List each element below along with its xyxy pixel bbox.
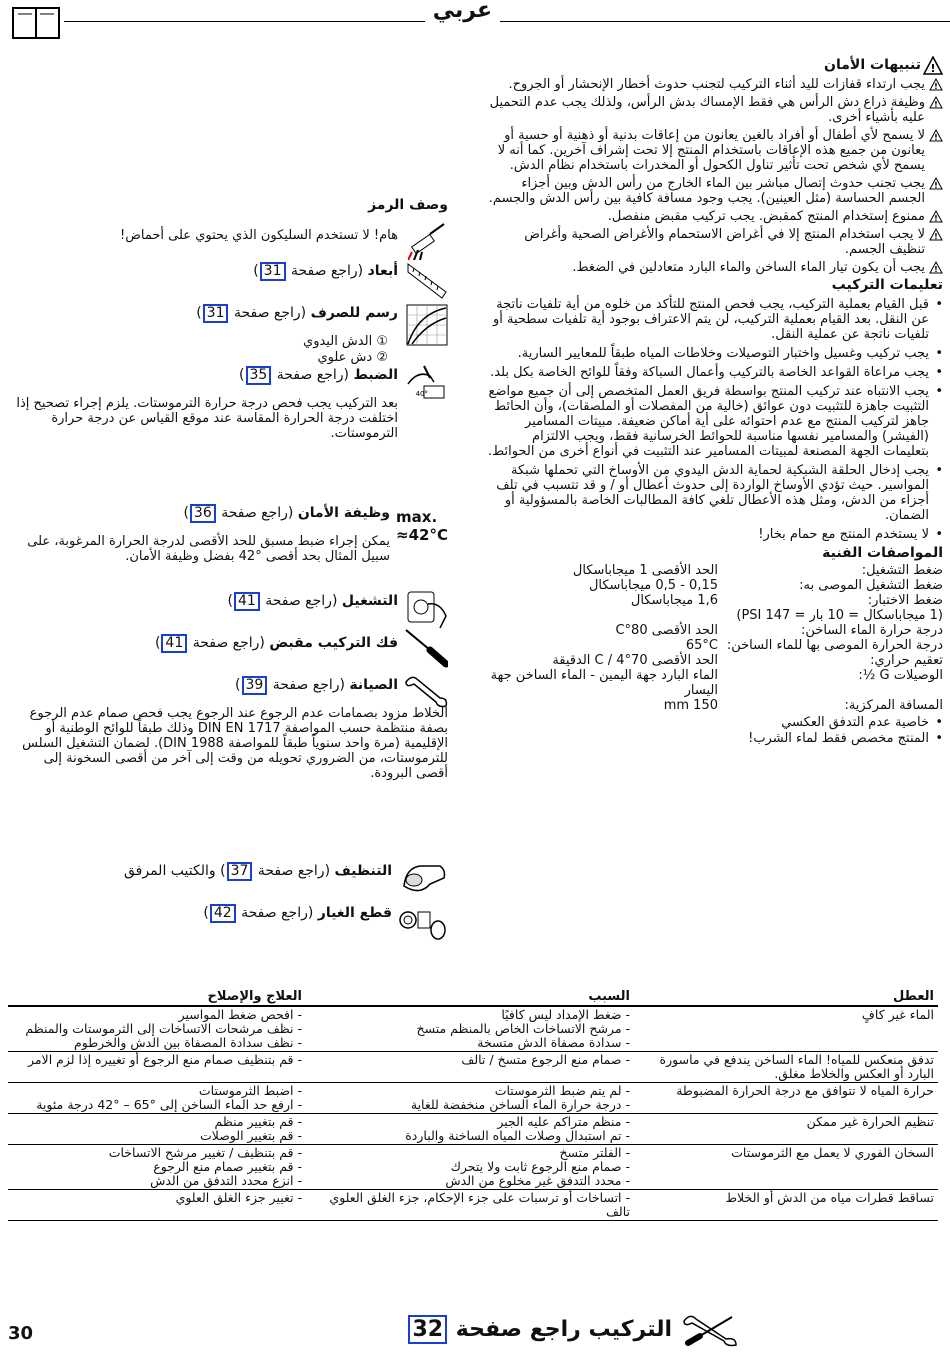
install-title: تعليمات التركيب <box>831 277 943 293</box>
maintenance-close: ) <box>235 677 241 693</box>
spec-value: الماء البارد جهة اليمين - الماء الساخن جهة اليسار <box>490 668 718 698</box>
warning-icon <box>929 78 943 91</box>
install-list <box>488 297 943 542</box>
remedy-cell <box>8 1083 306 1114</box>
safety-item-text: يجب ارتداء قفازات لليد أثناء التركيب لتجنب حدوث أخطار الإنحشار أو الجروح. <box>508 77 925 92</box>
svg-text:!: ! <box>934 100 938 109</box>
svg-text:!: ! <box>934 181 938 190</box>
dimensions-close: ) <box>253 263 259 279</box>
max-temp: ≈42°C <box>396 526 448 544</box>
spec-label: المسافة المركزية: <box>844 698 943 713</box>
safety-item <box>488 260 943 275</box>
spare-parts-icon <box>398 900 448 944</box>
cause-cell <box>306 1083 634 1114</box>
dimensions-ref-text: (راجع صفحة <box>290 263 364 279</box>
table-row <box>8 1052 938 1083</box>
fault-cell: تدفق منعكس للمياه! الماء الساخن يندفع في ماسورة البارد أو العكس والخلاط مغلق. <box>634 1052 938 1083</box>
svg-text:!: ! <box>934 232 938 241</box>
spare-close: ) <box>203 905 209 921</box>
dimensions-ref <box>253 262 398 281</box>
safety-func-label: وظيفة الأمان <box>297 505 390 521</box>
cause-header: السبب <box>306 988 634 1006</box>
safety-item-text: ممنوع إستخدام المنتج كمقبض. يجب تركيب مقبض منفصل. <box>607 209 925 224</box>
adjust-ref-text: (راجع صفحة <box>276 367 349 383</box>
safety-item-text: يجب تجنب حدوث إتصال مباشر بين الماء الخارج من رأس الدش وبين أجزاء الجسم الحساسة (مثل العينين). يجب وجود مسافة كافية بين رأس الدش والجسم. <box>488 176 925 206</box>
remedy-cell <box>8 1006 306 1052</box>
dimensions-label: أبعاد <box>367 263 398 279</box>
install-ref-label: التركيب راجع صفحة <box>455 1317 672 1342</box>
fault-cell: حرارة المياه لا تتوافق مع درجة الحرارة المضبوطة <box>634 1083 938 1114</box>
spec-value: 65°C <box>685 638 718 653</box>
cause-item: - سدادة مصفاة الدش متسخة <box>310 1036 630 1050</box>
svg-text:!: ! <box>934 133 938 142</box>
safety-func-page-link[interactable]: 36 <box>190 504 216 523</box>
symbols-title: وصف الرمز <box>368 197 448 213</box>
svg-text:40°: 40° <box>415 390 428 398</box>
adjust-text: بعد التركيب يجب فحص درجة حرارة الترموستات. يلزم إجراء تصحيح إذا اختلفت درجة الحرارة المقاسة عند موقع القياس عن درجة حرارة الترموستات. <box>16 396 398 441</box>
flow-diagram-icon <box>406 304 448 346</box>
table-row <box>8 1190 938 1221</box>
spec-row <box>488 563 943 578</box>
specs-bullets <box>488 715 943 746</box>
svg-text:!: ! <box>934 214 938 223</box>
safety-item-text: لا يجب استخدام المنتج إلا في أغراض الاستحمام والأغراض الصحية وأغراض تنظيف الجسم. <box>524 227 925 257</box>
cleaning-ref <box>124 862 392 881</box>
cause-item: - لم يتم ضبط الثرموستات <box>310 1084 630 1098</box>
fault-header: العطل <box>634 988 938 1006</box>
flow-ref-text: (راجع صفحة <box>233 305 307 321</box>
table-row <box>8 1145 938 1190</box>
svg-text:!: ! <box>934 82 938 91</box>
remedy-item: - قم بتغيير منظم <box>12 1115 302 1129</box>
spec-value: 150 mm <box>663 698 718 713</box>
safety-heading <box>488 58 943 73</box>
install-item: • يجب تركيب وغسيل واختبار التوصيلات وخلاطات المياه طبقاً للمعايير السارية. <box>488 346 943 361</box>
silicone-gun-icon <box>408 222 448 262</box>
cleaning-close: ) والكتيب المرفق <box>124 863 226 879</box>
spec-label: ضغط التشغيل الموصى به: <box>799 578 943 593</box>
cause-item: - اتساخات أو ترسبات على جزء الإحكام، جزء الغلق العلوي تالف <box>310 1191 630 1219</box>
remedy-item: - افحص ضغط المواسير <box>12 1008 302 1022</box>
remedy-item: - قم بتنظيف صمام منع الرجوع أو تغييره إذا لزم الامر <box>12 1053 302 1067</box>
operation-ref-text: (راجع صفحة <box>265 593 338 609</box>
safety-item <box>488 227 943 257</box>
remedy-item: - قم بتنظيف / تغيير مرشح الاتساخات <box>12 1146 302 1160</box>
ruler-icon <box>406 262 448 302</box>
remedy-item: - نظف سدادة المصفاة بين الدش والخرطوم <box>12 1036 302 1050</box>
remedy-cell <box>8 1052 306 1083</box>
safety-func-ref-text: (راجع صفحة <box>221 505 294 521</box>
safety-item <box>488 209 943 224</box>
handle-ref <box>155 634 398 653</box>
wrench-icon <box>404 674 448 708</box>
handle-label: فك التركيب مقبض <box>269 635 398 651</box>
spec-label: درجة حرارة الماء الساخن: <box>801 623 943 638</box>
book-icon <box>12 6 60 40</box>
troubleshooting-section <box>8 988 938 1221</box>
maintenance-label: الصيانة <box>349 677 398 693</box>
safety-func-close: ) <box>183 505 189 521</box>
install-item: • قبل القيام بعملية التركيب، يجب فحص المنتج للتأكد من خلوه من أية تلفيات ناتجة عن النقل. بعد القيام بعملية التركيب، لن يتم الاعتراف بوجود أية تلفيات سطحية أو تلفيات ناتجة عن عملية النقل. <box>488 297 943 342</box>
spec-value: 0,15 - 0,5 ميجاباسكال <box>588 578 718 593</box>
operation-page-link[interactable]: 41 <box>234 592 260 611</box>
spec-row <box>488 578 943 593</box>
spec-label: ضغط التشغيل: <box>861 563 943 578</box>
specs-table <box>488 563 943 713</box>
remedy-item: - انزع محدد التدفق من الدش <box>12 1174 302 1188</box>
install-page-link[interactable]: 32 <box>408 1315 447 1344</box>
language-title: عربي <box>425 0 500 23</box>
cause-item: - مرشح الاتساخات الخاص بالمنظم متسخ <box>310 1022 630 1036</box>
spec-row <box>488 698 943 713</box>
spec-value: الحد الأقصى 80°C <box>615 623 718 638</box>
spec-label: تعقيم حراري: <box>870 653 943 668</box>
header-rule <box>64 21 950 22</box>
cleaning-hand-icon <box>400 856 448 900</box>
handle-ref-text: (راجع صفحة <box>192 635 265 651</box>
troubleshooting-table <box>8 988 938 1221</box>
cause-item: - ضغط الإمداد ليس كافيًا <box>310 1008 630 1022</box>
safety-item <box>488 95 943 125</box>
fault-cell: تنظيم الحرارة غير ممكن <box>634 1114 938 1145</box>
page-footer <box>0 1305 950 1355</box>
cause-item: - محدد التدفق غير مخلوع من الدش <box>310 1174 630 1188</box>
cause-item: - درجة حرارة الماء الساخن منخفضة للغاية <box>310 1098 630 1112</box>
cause-item: - الفلتر متسخ <box>310 1146 630 1160</box>
max-label: max. <box>396 508 438 526</box>
cleaning-label: التنظيف <box>334 863 392 879</box>
spec-value: 1,6 ميجاباسكال <box>630 593 718 608</box>
operation-close: ) <box>227 593 233 609</box>
spec-row <box>488 593 943 608</box>
safety-item <box>488 128 943 173</box>
warning-icon <box>929 177 943 190</box>
tools-icon <box>682 1313 742 1347</box>
adjust-label: الضبط <box>353 367 398 383</box>
thermometer-hand-icon <box>404 364 448 408</box>
fault-cell: الماء غير كافٍ <box>634 1006 938 1052</box>
spec-row <box>488 668 943 698</box>
operation-hand-icon <box>404 586 448 630</box>
safety-item-text: لا يسمح لأي أطفال أو أفراد بالغين يعانون من إعاقات بدنية أو ذهنية أو حسية أو يعانون من جميع هذه الإعاقات باستخدام المنتج إلا تحت إشراف آخرين. كما أنه لا يسمح لأي شخص تحت تأثير تناول الكحول أو المخدرات باستخدام نظام الدش. <box>497 128 925 173</box>
cause-cell <box>306 1006 634 1052</box>
maintenance-page-link[interactable]: 39 <box>242 676 268 695</box>
adjust-page-link[interactable]: 35 <box>246 366 272 385</box>
warning-icon <box>929 129 943 142</box>
remedy-header: العلاج والإصلاح <box>8 988 306 1006</box>
table-header-row <box>8 988 938 1006</box>
table-row <box>8 1083 938 1114</box>
cause-item: - صمام منع الرجوع متسخ / تالف <box>310 1053 630 1067</box>
remedy-cell <box>8 1190 306 1221</box>
adjust-ref <box>239 366 398 385</box>
flow-item-1: ① الدش اليدوي <box>303 334 388 349</box>
cleaning-ref-text: (راجع صفحة <box>257 863 331 879</box>
spec-label: الوصيلات G ½: <box>858 668 943 683</box>
install-page-ref <box>407 1315 672 1344</box>
flow-close: ) <box>196 305 202 321</box>
adjust-close: ) <box>239 367 245 383</box>
spec-label: (1 ميجاباسكال = 10 بار = 147 PSI) <box>736 608 943 623</box>
flow-ref <box>196 304 398 323</box>
svg-text:!: ! <box>930 62 936 75</box>
safety-item <box>488 77 943 92</box>
install-item: • يجب إدخال الحلقة الشبكية لحماية الدش اليدوي من الأوساخ التي تحملها شبكة المواسير. حيث تؤدي الأوساخ الواردة إلى حدوث أعطال أو / و قد تتسبب في تلف أجزاء من الدش، ومثل هذه الأعطال تلغي كافة المطالبات الخاصة بالمسؤولية أو الضمان. <box>488 463 943 523</box>
spec-label: ضغط الاختبار: <box>867 593 943 608</box>
remedy-item: - قم بتغيير الوصلات <box>12 1129 302 1143</box>
warning-icon <box>929 210 943 223</box>
flow-page-link[interactable]: 31 <box>203 304 229 323</box>
warning-icon <box>929 261 943 274</box>
troubleshooting-body <box>8 1006 938 1221</box>
symbols-column <box>8 198 448 958</box>
remedy-item: - تغيير جزء الغلق العلوي <box>12 1191 302 1205</box>
handle-close: ) <box>154 635 161 651</box>
spec-row <box>488 608 943 623</box>
table-row <box>8 1006 938 1052</box>
safety-func-ref <box>183 504 390 523</box>
operation-label: التشغيل <box>341 593 398 609</box>
fault-cell: تساقط قطرات مياه من الدش أو الخلاط <box>634 1190 938 1221</box>
remedy-cell <box>8 1145 306 1190</box>
spec-value <box>488 608 718 623</box>
page-header <box>0 0 950 46</box>
handle-page-link[interactable]: 41 <box>161 634 187 653</box>
spare-page-link[interactable]: 42 <box>210 904 236 923</box>
remedy-cell <box>8 1114 306 1145</box>
cause-cell <box>306 1052 634 1083</box>
max-temp-icon <box>396 508 448 544</box>
safety-func-text: يمكن إجراء ضبط مسبق للحد الأقصى لدرجة الحرارة المرغوبة، على سبيل المثال بحد أقصى °42 بفضل وظيفة الأمان. <box>27 534 390 564</box>
spare-ref <box>203 904 392 923</box>
page-number: 30 <box>8 1323 34 1344</box>
install-item: • يجب الانتباه عند تركيب المنتج بواسطة فريق العمل المتخصص إلى أن جميع مواضع التثبيت جاهزة للتثبيت دون عوائق (خالية من المفصلات أو الملصقات)، وأن الحائط جاهز لتركيب المنتج مع عدم احتوائه على أية أماكن ضعيفة. مبيتات المسامير (الفيشر) والمسامير نفسها مناسبة للحوائط الخرسانية فقط، ويجب الالتزام بتعليمات الجهة المصنعة لمبيتات المسامير عند التثبيت في أنواع أخرى من الحوائط. <box>488 384 943 459</box>
install-item: • يجب مراعاة القواعد الخاصة بالتركيب وأعمال السباكة وفقاً للوائح الخاصة بكل بلد. <box>488 365 943 380</box>
warning-icon <box>929 96 943 109</box>
spec-value: الحد الأقصى 70°C / 4 الدقيقة <box>552 653 718 668</box>
safety-title: تنبيهات الأمان <box>824 57 921 73</box>
specs-title: المواصفات الفنية <box>822 545 943 561</box>
warning-icon <box>929 228 943 241</box>
fault-cell: السخان الفوري لا يعمل مع الثرموستات <box>634 1145 938 1190</box>
remedy-item: - قم بتغيير صمام منع الرجوع <box>12 1160 302 1174</box>
maintenance-ref <box>235 676 398 695</box>
cause-cell <box>306 1114 634 1145</box>
cause-item: - تم استبدال وصلات المياه الساخنة والباردة <box>310 1129 630 1143</box>
operation-ref <box>227 592 398 611</box>
spec-row <box>488 653 943 668</box>
safety-list <box>488 77 943 275</box>
svg-text:!: ! <box>934 265 938 274</box>
spec-bullet: • المنتج مخصص فقط لماء الشرب! <box>488 731 943 746</box>
safety-item <box>488 176 943 206</box>
safety-item-text: يجب أن يكون تيار الماء الساخن والماء البارد متعادلين في الضغط. <box>572 260 925 275</box>
install-item: • لا يستخدم المنتج مع حمام بخار! <box>488 527 943 542</box>
remedy-item: - اضبط الثرموستات <box>12 1084 302 1098</box>
warning-icon <box>923 56 943 75</box>
spec-row <box>488 638 943 653</box>
safety-item-text: وظيفة ذراع دش الرأس هي فقط الإمساك بدش الرأس، ولذلك يجب عدم التحميل عليه بأشياء أخرى. <box>489 95 925 125</box>
dimensions-page-link[interactable]: 31 <box>260 262 286 281</box>
right-column <box>488 58 943 747</box>
spec-value: الحد الأقصى 1 ميجاباسكال <box>572 563 718 578</box>
cause-cell <box>306 1145 634 1190</box>
flow-label: رسم للصرف <box>310 305 398 321</box>
spec-label: درجة الحرارة الموصى بها للماء الساخن: <box>726 638 943 653</box>
cause-cell <box>306 1190 634 1221</box>
silicone-warning: هام! لا تستخدم السليكون الذي يحتوي على أحماض! <box>119 228 398 243</box>
spec-bullet: • خاصية عدم التدفق العكسي <box>488 715 943 730</box>
spare-ref-text: (راجع صفحة <box>241 905 314 921</box>
maintenance-text: الخلاط مزود بصمامات عدم الرجوع عند الرجوع يجب فحص صمام عدم الرجوع بصفة منتظمة حسب المواصفة DIN EN 1717 وذلك طبقاً للوائح الوطنية أو الإقليمية (مرة واحد سنوياً طبقاً للمواصفة DIN 1988). لضمان التشغيل السلس للترموستات، من الضروري تحويله من وقت إلى آخر من أقصى السخونة إلى أقصى البرودة. <box>22 706 448 781</box>
remedy-item: - نظف مرشحات الاتساخات إلى الثرموستات والمنظم <box>12 1022 302 1036</box>
cleaning-page-link[interactable]: 37 <box>227 862 253 881</box>
screwdriver-icon <box>404 628 448 668</box>
maintenance-ref-text: (راجع صفحة <box>272 677 345 693</box>
spare-label: قطع الغيار <box>317 905 392 921</box>
remedy-item: - ارفع حد الماء الساخن إلى °65 – °42 درجة مئوية <box>12 1098 302 1112</box>
spec-row <box>488 623 943 638</box>
flow-item-2: ② دش علوي <box>317 350 388 365</box>
table-row <box>8 1114 938 1145</box>
cause-item: - صمام منع الرجوع ثابت ولا يتحرك <box>310 1160 630 1174</box>
cause-item: - منظم متراكم عليه الجير <box>310 1115 630 1129</box>
